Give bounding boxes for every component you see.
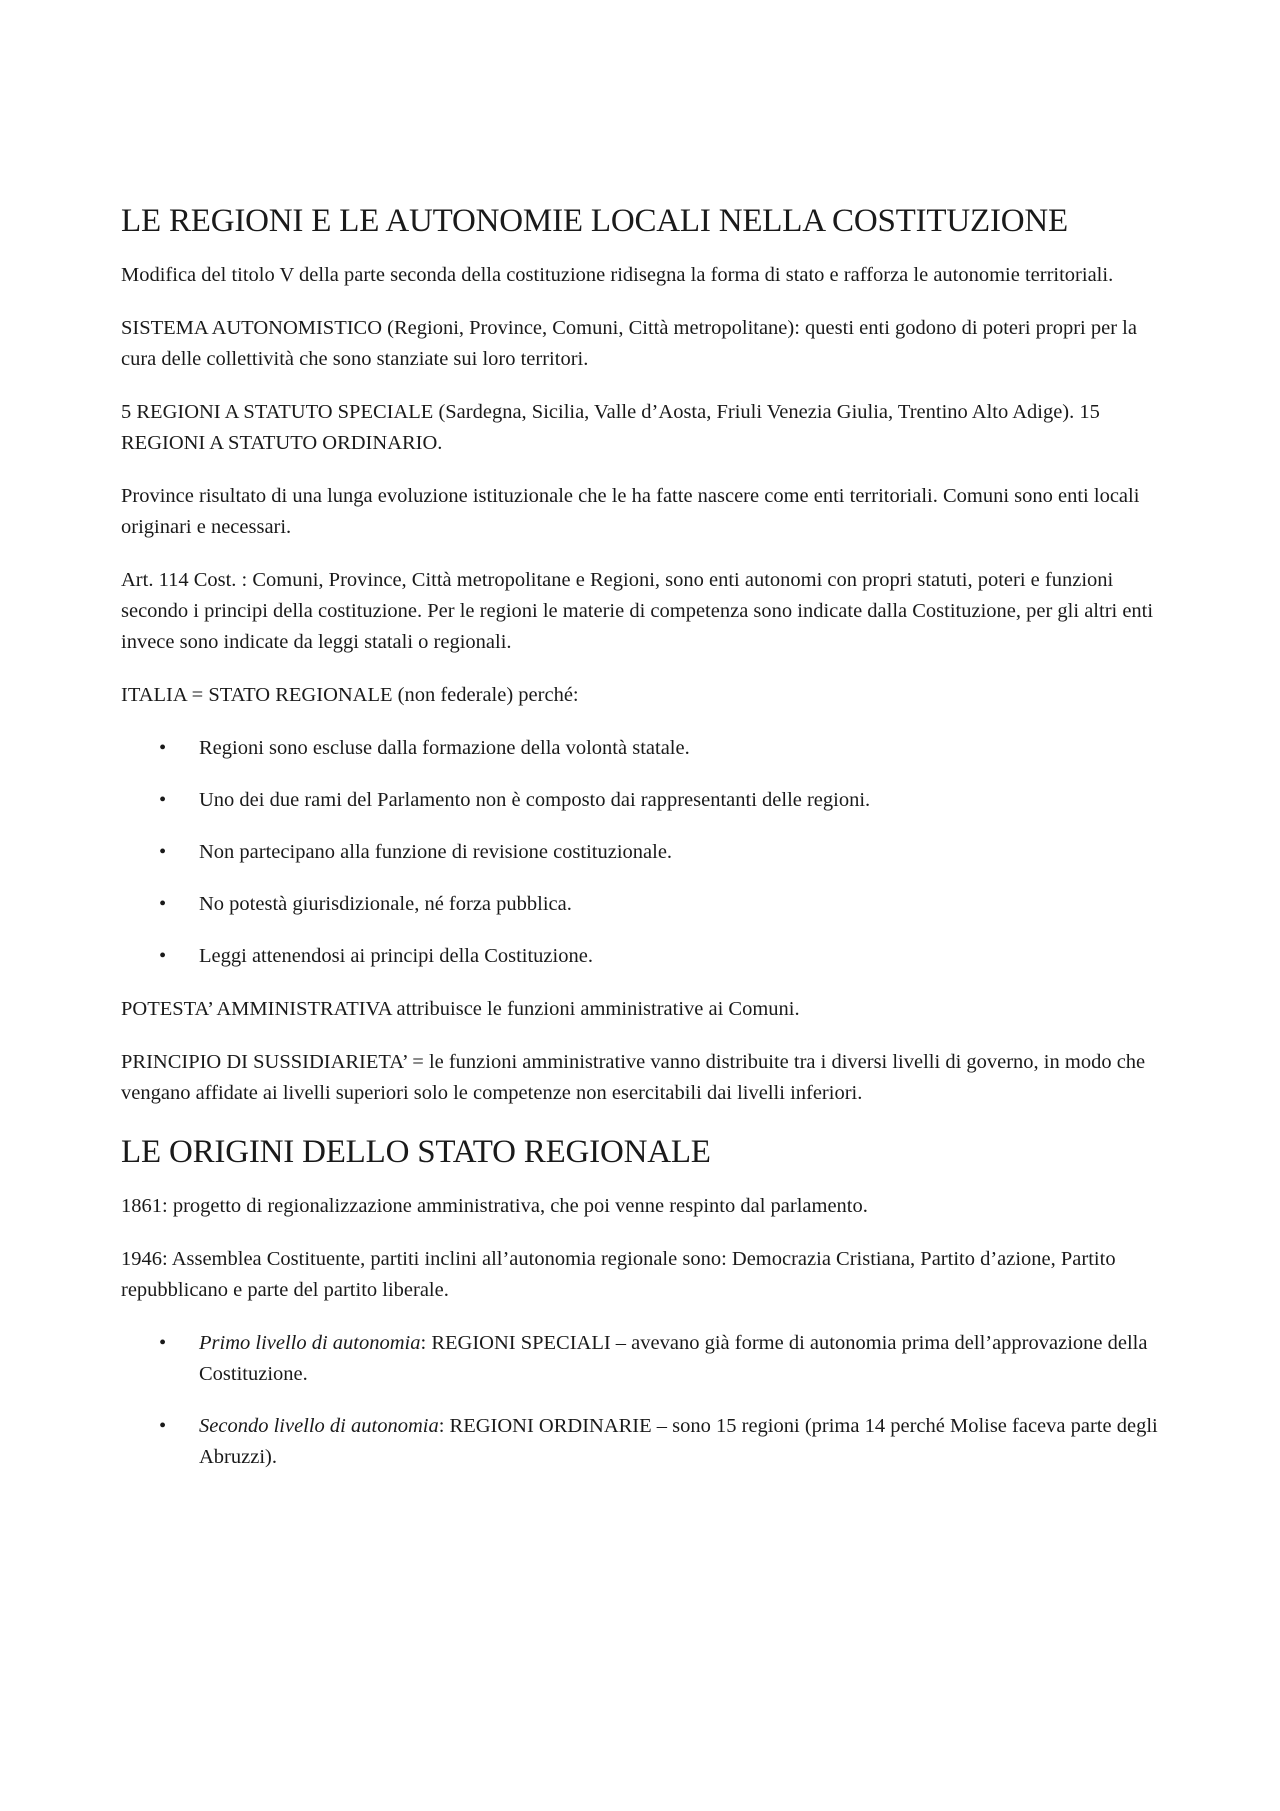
- paragraph-potesta-amministrativa: POTESTA’ AMMINISTRATIVA attribuisce le funzioni amministrative ai Comuni.: [121, 998, 800, 1020]
- list-item-italic-label: Secondo livello di autonomia: [199, 1415, 439, 1437]
- list-item-text: Uno dei due rami del Parlamento non è composto dai rappresentanti delle regioni.: [199, 789, 871, 811]
- list-item-italic-label: Primo livello di autonomia: [199, 1332, 421, 1354]
- bullet-list-stato-regionale: [121, 733, 1166, 972]
- paragraph-1861: 1861: progetto di regionalizzazione amministrativa, che poi venne respinto dal parlamento.: [121, 1195, 868, 1217]
- bullet-icon: •: [159, 893, 167, 915]
- paragraph-sistema-autonomistico: SISTEMA AUTONOMISTICO (Regioni, Province, Comuni, Città metropolitane): questi enti godono di poteri propri per la cura delle collettività che sono stanziate sui loro territori.: [121, 317, 1137, 370]
- paragraph-regioni-statuto: 5 REGIONI A STATUTO SPECIALE (Sardegna, Sicilia, Valle d’Aosta, Friuli Venezia Giulia, Trentino Alto Adige). 15 REGIONI A STATUTO ORDINARIO.: [121, 401, 1100, 454]
- bullet-icon: •: [159, 1415, 167, 1437]
- paragraph-principio-sussidiarieta: PRINCIPIO DI SUSSIDIARIETA’ = le funzioni amministrative vanno distribuite tra i diversi livelli di governo, in modo che vengano affidate ai livelli superiori solo le competenze non esercitabili dai livelli inferiori.: [121, 1051, 1146, 1104]
- list-item: [121, 837, 1166, 868]
- document-page: [121, 200, 1166, 1495]
- bullet-icon: •: [159, 789, 167, 811]
- paragraph-art-114: Art. 114 Cost. : Comuni, Province, Città metropolitane e Regioni, sono enti autonomi con propri statuti, poteri e funzioni secondo i principi della costituzione. Per le regioni le materie di competenza sono indicate dalla Costituzione, per gli altri enti invece sono indicate da leggi statali o regionali.: [121, 569, 1154, 653]
- list-item-text: No potestà giurisdizionale, né forza pubblica.: [199, 893, 572, 915]
- paragraph-italia-stato-regionale: ITALIA = STATO REGIONALE (non federale) perché:: [121, 684, 579, 706]
- section-heading-regioni: LE REGIONI E LE AUTONOMIE LOCALI NELLA COSTITUZIONE: [121, 203, 1068, 239]
- list-item: [121, 785, 1166, 816]
- list-item: [121, 941, 1166, 972]
- section-heading-origini: LE ORIGINI DELLO STATO REGIONALE: [121, 1134, 711, 1170]
- list-item: [121, 1328, 1166, 1390]
- bullet-icon: •: [159, 841, 167, 863]
- bullet-icon: •: [159, 1332, 167, 1354]
- list-item-text: : REGIONI SPECIALI – avevano già forme di autonomia prima dell’approvazione della Costituzione.: [199, 1332, 1148, 1385]
- bullet-icon: •: [159, 945, 167, 967]
- paragraph-1946: 1946: Assemblea Costituente, partiti inclini all’autonomia regionale sono: Democrazia Cristiana, Partito d’azione, Partito repubblicano e parte del partito liberale.: [121, 1248, 1116, 1301]
- paragraph-province-comuni: Province risultato di una lunga evoluzione istituzionale che le ha fatte nascere come enti territoriali. Comuni sono enti locali originari e necessari.: [121, 485, 1140, 538]
- list-item: [121, 733, 1166, 764]
- list-item: [121, 1411, 1166, 1473]
- list-item-text: : REGIONI ORDINARIE – sono 15 regioni (prima 14 perché Molise faceva parte degli Abruzzi).: [199, 1415, 1158, 1468]
- list-item: [121, 889, 1166, 920]
- list-item-text: Leggi attenendosi ai principi della Costituzione.: [199, 945, 593, 967]
- bullet-icon: •: [159, 737, 167, 759]
- list-item-text: Non partecipano alla funzione di revisione costituzionale.: [199, 841, 673, 863]
- list-item-text: Regioni sono escluse dalla formazione della volontà statale.: [199, 737, 690, 759]
- paragraph-titolo-v: Modifica del titolo V della parte seconda della costituzione ridisegna la forma di stato e rafforza le autonomie territoriali.: [121, 264, 1114, 286]
- bullet-list-livelli-autonomia: [121, 1328, 1166, 1473]
